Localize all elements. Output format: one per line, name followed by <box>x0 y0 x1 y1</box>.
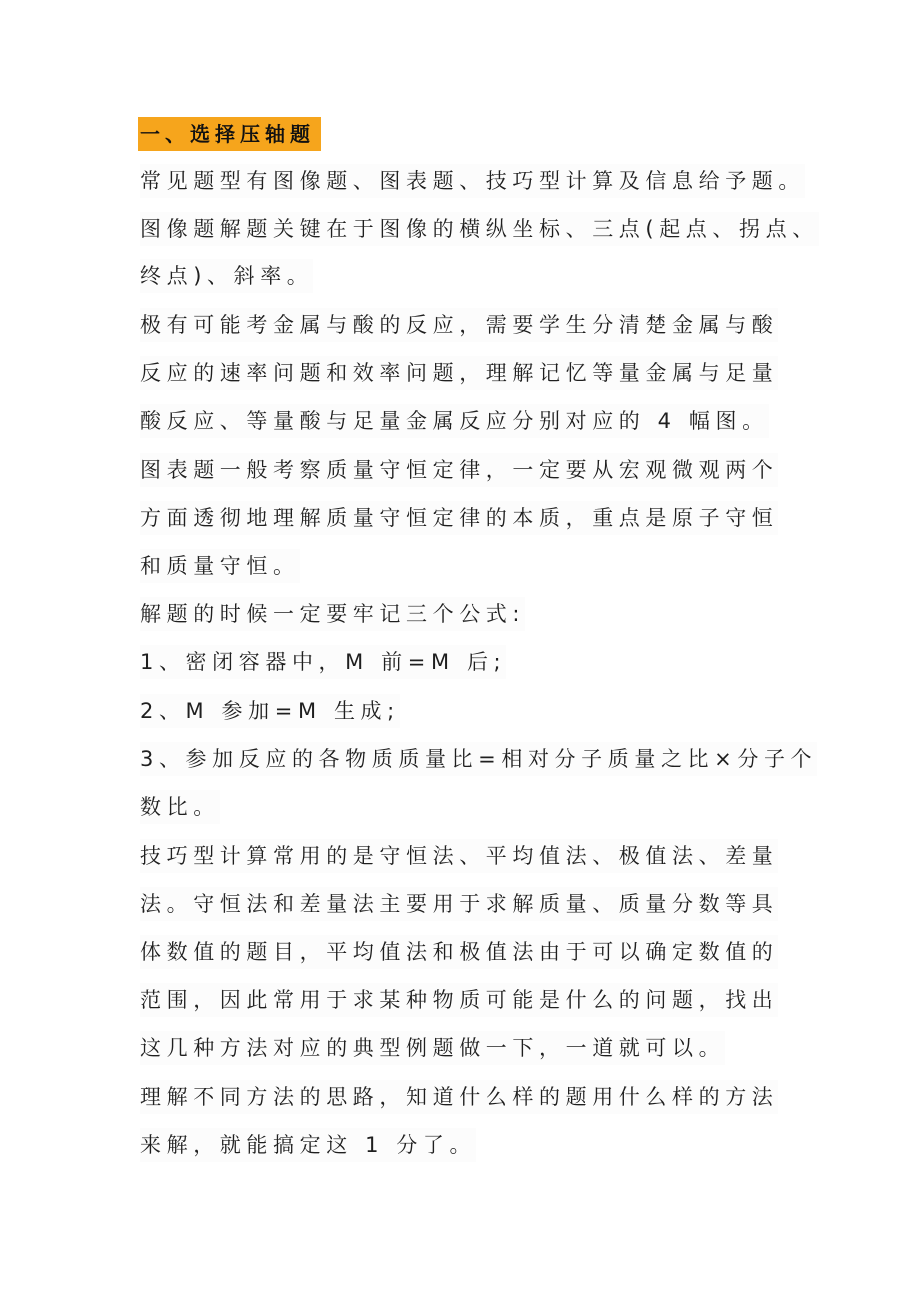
text-line: 法。守恒法和差量法主要用于求解质量、质量分数等具 <box>140 887 778 921</box>
text-line: 解题的时候一定要牢记三个公式: <box>140 597 525 631</box>
text-line: 2、M 参加=M 生成; <box>140 694 400 728</box>
text-line: 理解不同方法的思路，知道什么样的题用什么样的方法 <box>140 1080 778 1114</box>
text-line: 极有可能考金属与酸的反应，需要学生分清楚金属与酸 <box>140 308 778 342</box>
text-line: 数比。 <box>140 790 220 824</box>
text-line: 和质量守恒。 <box>140 549 300 583</box>
text-line: 1、密闭容器中，M 前=M 后; <box>140 645 506 679</box>
text-line: 来解，就能搞定这 1 分了。 <box>140 1128 476 1162</box>
text-line: 常见题型有图像题、图表题、技巧型计算及信息给予题。 <box>140 164 805 198</box>
text-line: 方面透彻地理解质量守恒定律的本质，重点是原子守恒 <box>140 501 778 535</box>
text-line: 反应的速率问题和效率问题，理解记忆等量金属与足量 <box>140 356 778 390</box>
text-line: 终点)、斜率。 <box>140 259 313 293</box>
text-line: 图像题解题关键在于图像的横纵坐标、三点(起点、拐点、 <box>140 212 819 246</box>
text-line: 图表题一般考察质量守恒定律，一定要从宏观微观两个 <box>140 453 778 487</box>
text-line: 范围，因此常用于求某种物质可能是什么的问题，找出 <box>140 983 778 1017</box>
text-line: 3、参加反应的各物质质量比=相对分子质量之比×分子个 <box>140 742 817 776</box>
text-line: 技巧型计算常用的是守恒法、平均值法、极值法、差量 <box>140 839 778 873</box>
section-heading: 一、选择压轴题 <box>138 117 321 151</box>
text-line: 体数值的题目，平均值法和极值法由于可以确定数值的 <box>140 935 778 969</box>
text-line: 这几种方法对应的典型例题做一下，一道就可以。 <box>140 1031 725 1065</box>
text-line: 酸反应、等量酸与足量金属反应分别对应的 4 幅图。 <box>140 404 769 438</box>
